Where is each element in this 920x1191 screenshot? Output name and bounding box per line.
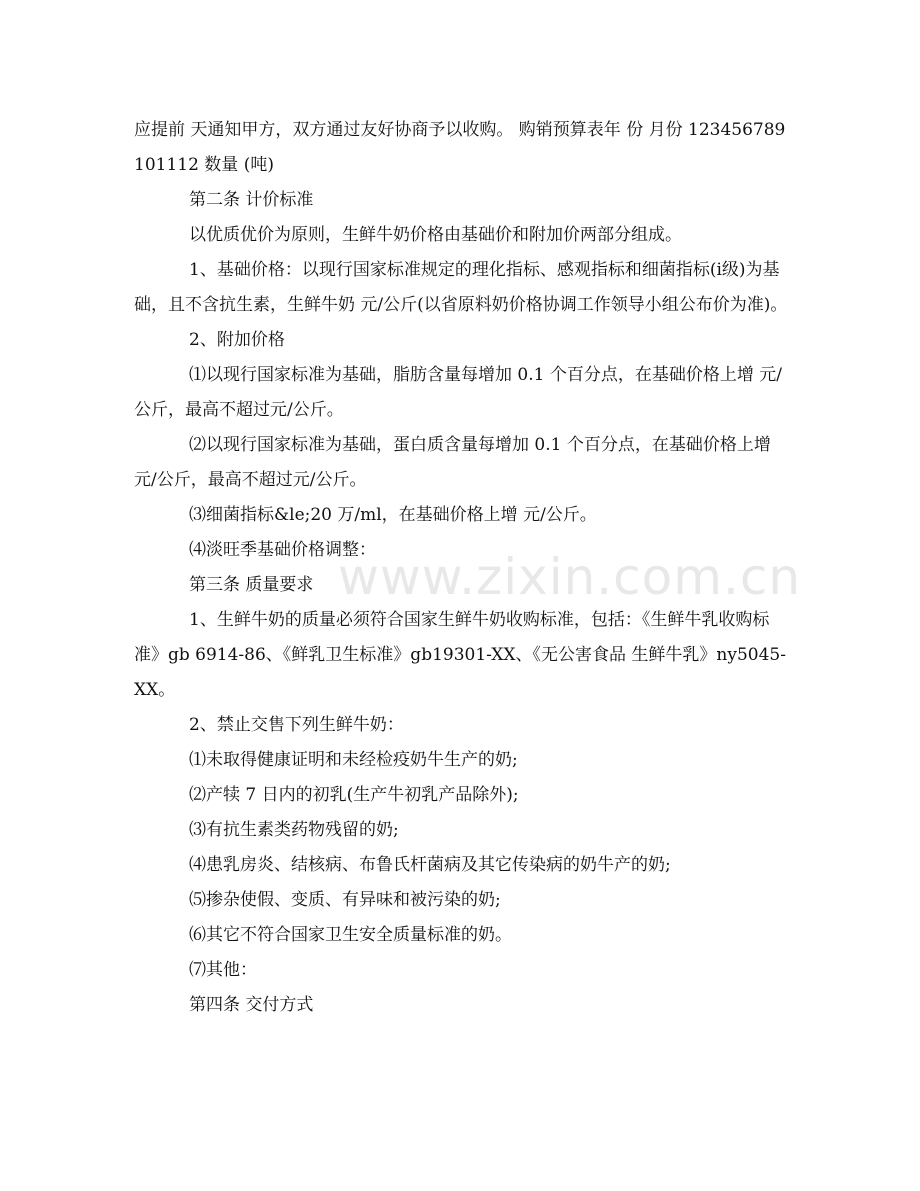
paragraph-protein-content: ⑵以现行国家标准为基础，蛋白质含量每增加 0.1 个百分点，在基础价格上增 元/公斤，最高不超过元/公斤。	[134, 435, 771, 490]
paragraph-quality-standard: 1、生鲜牛奶的质量必须符合国家生鲜牛奶收购标准，包括：《生鲜牛乳收购标准》gb 6914-86、《鲜乳卫生标准》gb19301-XX、《无公害食品 生鲜牛乳》ny5045-XX。	[134, 610, 786, 700]
site-watermark: www.zixin.com.cn	[338, 548, 802, 606]
paragraph-season-adjustment: ⑷淡旺季基础价格调整：	[189, 540, 376, 560]
paragraph-bacteria-index: ⑶细菌指标&le;20 万/ml，在基础价格上增 元/公斤。	[189, 505, 597, 525]
list-item-non-compliant: ⑹其它不符合国家卫生安全质量标准的奶。	[189, 925, 512, 945]
paragraph-prohibited-milk: 2、禁止交售下列生鲜牛奶：	[189, 715, 404, 735]
heading-article-2: 第二条 计价标准	[189, 190, 314, 210]
list-item-other: ⑺其他：	[189, 960, 257, 980]
heading-article-4: 第四条 交付方式	[189, 995, 314, 1015]
paragraph-delivery-notice: 应提前 天通知甲方，双方通过友好协商予以收购。 购销预算表年 份 月份 123456789101112 数量 (吨)	[134, 120, 786, 175]
paragraph-pricing-principle: 以优质优价为原则，生鲜牛奶价格由基础价和附加价两部分组成。	[189, 225, 682, 245]
paragraph-additional-price: 2、附加价格	[189, 330, 285, 350]
list-item-diseased-cows: ⑷患乳房炎、结核病、布鲁氏杆菌病及其它传染病的奶牛产的奶;	[189, 855, 671, 875]
list-item-colostrum: ⑵产犊 7 日内的初乳(生产牛初乳产品除外);	[189, 785, 519, 805]
heading-article-3: 第三条 质量要求	[189, 575, 314, 595]
paragraph-fat-content: ⑴以现行国家标准为基础，脂肪含量每增加 0.1 个百分点，在基础价格上增 元/公斤，最高不超过元/公斤。	[134, 365, 782, 420]
list-item-adulterated: ⑸掺杂使假、变质、有异味和被污染的奶;	[189, 890, 501, 910]
paragraph-base-price: 1、基础价格：以现行国家标准规定的理化指标、感观指标和细菌指标(ⅰ级)为基础，且不含抗生素，生鲜牛奶 元/公斤(以省原料奶价格协调工作领导小组公布价为准)。	[134, 260, 788, 315]
list-item-antibiotic-residue: ⑶有抗生素类药物残留的奶;	[189, 820, 399, 840]
list-item-no-health-certificate: ⑴未取得健康证明和未经检疫奶牛生产的奶;	[189, 750, 518, 770]
